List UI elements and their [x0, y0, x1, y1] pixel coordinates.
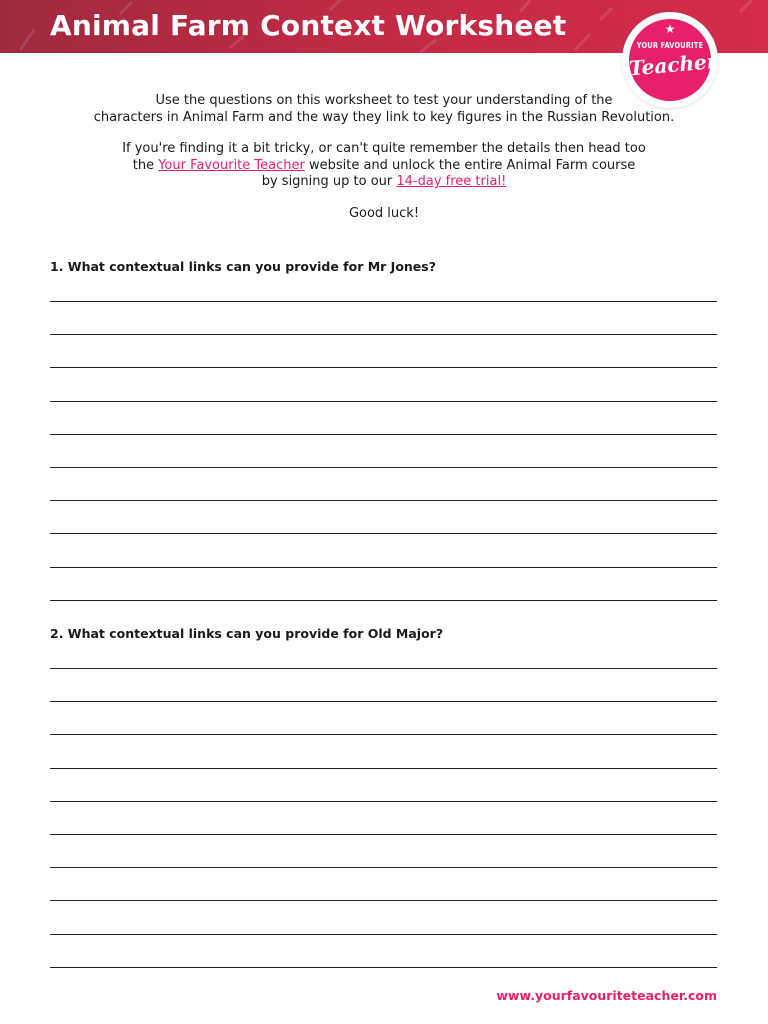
answer-line[interactable] [50, 434, 717, 435]
answer-line[interactable] [50, 834, 717, 835]
answer-line[interactable] [50, 867, 717, 868]
logo-top-text: YOUR FAVOURITE [636, 41, 704, 50]
answer-line[interactable] [50, 734, 717, 735]
answer-line[interactable] [50, 668, 717, 669]
answer-line[interactable] [50, 801, 717, 802]
answer-line[interactable] [50, 367, 717, 368]
intro-line: Use the questions on this worksheet to test your understanding of the [155, 93, 613, 108]
intro-line-with-link: by signing up to our 14-day free trial! [261, 174, 507, 189]
answer-line[interactable] [50, 900, 717, 901]
question-1: 1. What contextual links can you provide for Mr Jones? [50, 259, 436, 274]
answer-line[interactable] [50, 334, 717, 335]
answer-line[interactable] [50, 768, 717, 769]
intro-line: If you're finding it a bit tricky, or can't quite remember the details then head too [122, 141, 646, 156]
your-favourite-teacher-logo[interactable] [628, 19, 719, 101]
intro-text [50, 93, 718, 222]
answer-line[interactable] [50, 967, 717, 968]
good-luck-text: Good luck! [348, 205, 420, 221]
answer-line[interactable] [50, 500, 717, 501]
answer-line[interactable] [50, 401, 717, 402]
free-trial-link[interactable]: 14-day free trial! [396, 174, 507, 189]
intro-line-with-link: the Your Favourite Teacher website and unlock the entire Animal Farm course [132, 157, 636, 173]
footer-website-url[interactable]: www.yourfavouriteteacher.com [496, 988, 717, 1003]
logo-script-text: Teacher [628, 48, 719, 81]
answer-line[interactable] [50, 301, 717, 302]
question-2: 2. What contextual links can you provide for Old Major? [50, 626, 444, 641]
answer-line[interactable] [50, 467, 717, 468]
answer-line[interactable] [50, 600, 717, 601]
answer-line[interactable] [50, 567, 717, 568]
star-icon: ★ [664, 22, 676, 36]
answer-line[interactable] [50, 934, 717, 935]
answer-line[interactable] [50, 701, 717, 702]
intro-line: characters in Animal Farm and the way they link to key figures in the Russian Revolution. [93, 109, 675, 125]
your-favourite-teacher-link[interactable]: Your Favourite Teacher [158, 157, 305, 173]
worksheet-title: Animal Farm Context Worksheet [50, 9, 567, 42]
answer-line[interactable] [50, 533, 717, 534]
